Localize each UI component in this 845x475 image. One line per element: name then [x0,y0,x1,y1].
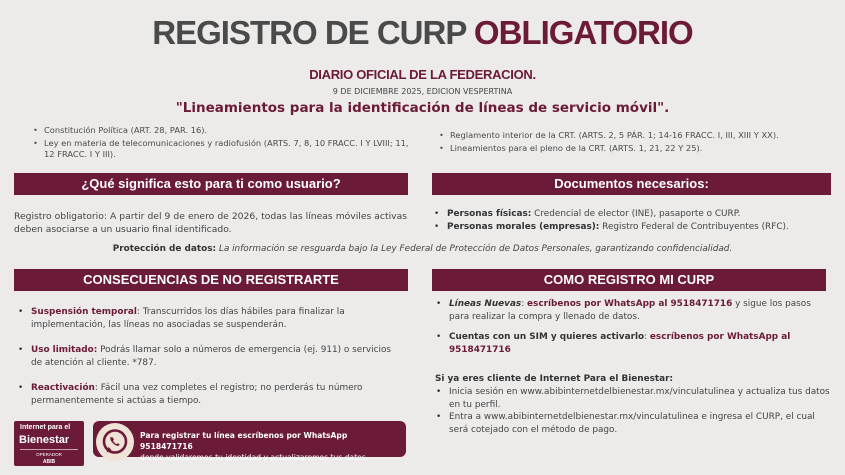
legal-item: • Constitución Política (ART. 28, PAR. 16). [31,125,409,136]
logo-line: Internet para el [20,424,71,431]
consequence-label: Suspensión temporal [31,307,137,317]
protection-text: La información se resguarda bajo la Ley Federal de Protección de Datos Personales, garantizando confidencialidad. [218,244,733,254]
consequence-label: Reactivación [31,383,95,393]
consequence-text: : Transcurridos los días hábiles para finalizar la implementación, las líneas no asociadas se suspenderán. [31,307,345,330]
howto-separator: : [521,299,528,309]
legal-list-left [31,125,409,162]
consequences-heading: CONSECUENCIAS DE NO REGISTRARTE [14,269,408,291]
logo-line: OPERADOR [36,452,62,457]
howto-label: Cuentas con un SIM y quieres activarlo [449,332,645,342]
document-text: Registro Federal de Contribuyentes (RFC). [602,221,789,232]
page-title [0,14,845,52]
title-accent: OBLIGATORIO [473,14,693,51]
whatsapp-banner-bold: Para registrar tu línea escríbenos por WhatsApp 9518471716 [140,431,348,451]
legal-item: • Ley en materia de telecomunicaciones y radiofusión (ARTS. 7, 8, 10 FRACC. I Y LVIII; 11, 12 FRACC. I Y III). [31,138,409,160]
whatsapp-link[interactable]: escríbenos por WhatsApp al 9518471716 [449,332,791,355]
dof-headline: "Lineamientos para la identificación de líneas de servicio móvil". [175,100,670,116]
protection-label: Protección de datos: [112,244,217,254]
consequence-label: Uso limitado: [31,345,98,355]
howto-heading: COMO REGISTRO MI CURP [432,269,826,291]
list-item [430,208,840,221]
logo-line: ABIB [42,459,56,465]
document-label: Personas físicas: [447,209,532,219]
whatsapp-banner-detail: donde validaremos tu identidad y actualizaremos tus datos. [140,453,369,462]
list-item: • Inicia sesión en www.abibinternetdelbienestar.mx/vinculatulinea y actualiza tus datos en tu perfil. [432,386,832,411]
whatsapp-link[interactable]: escríbenos por WhatsApp al 9518471716 [527,299,733,309]
logo-line: Bienestar [19,434,70,446]
list-item [430,221,840,234]
document-label: Personas morales (empresas): [447,221,600,232]
consequence-text: : Fácil una vez completes el registro; no perderás tu número permanentemente si actúas a tiempo. [31,383,363,406]
document-text: Credencial de elector (INE), pasaporte o CURP. [534,209,741,219]
bienestar-logo [14,421,84,466]
list-item [432,298,832,323]
whatsapp-banner-text [140,430,402,463]
client-list [432,386,832,436]
list-item [432,331,832,356]
meaning-heading: ¿Qué significa esto para ti como usuario? [14,173,408,195]
documents-heading: Documentos necesarios: [432,173,831,195]
howto-separator: : [644,332,650,342]
dof-name: DIARIO OFICIAL DE LA FEDERACION. [309,67,536,82]
legal-item: • Reglamento interior de la CRT. (ARTS. 2, 5 PÁR. 1; 14-16 FRACC. I, III, XIII Y XX). [437,130,837,141]
protection-note [0,244,845,254]
dof-date: 9 DE DICIEMBRE 2025, EDICION VESPERTINA [332,87,513,96]
howto-label: Líneas Nuevas [449,299,522,309]
list-item [14,306,404,331]
title-main: REGISTRO DE CURP [152,14,466,51]
documents-list [430,208,840,233]
consequences-list [14,306,404,407]
list-item [14,382,404,407]
whatsapp-icon[interactable] [96,423,134,461]
legal-list-right [437,130,837,156]
legal-item: • Lineamientos para el pleno de la CRT. (ARTS. 1, 21, 22 Y 25). [437,143,837,154]
list-item: • Entra a www.abibinternetdelbienestar.mx/vinculatulinea e ingresa el CURP, el cual será cotejado con el método de pago. [432,411,832,436]
howto-text: y sigue los pasos para realizar la compra y llenado de datos. [449,299,811,322]
list-item [14,344,404,369]
howto-list [432,298,832,356]
consequence-text: Podrás llamar solo a números de emergencia (ej. 911) o servicios de atención al cliente. *787. [31,345,392,368]
client-heading: Si ya eres cliente de Internet Para el Bienestar: [435,374,674,384]
meaning-text: Registro obligatorio: A partir del 9 de enero de 2026, todas las líneas móviles activas deben asociarse a un usuario final identificado. [14,211,407,235]
logo-divider [20,449,78,450]
